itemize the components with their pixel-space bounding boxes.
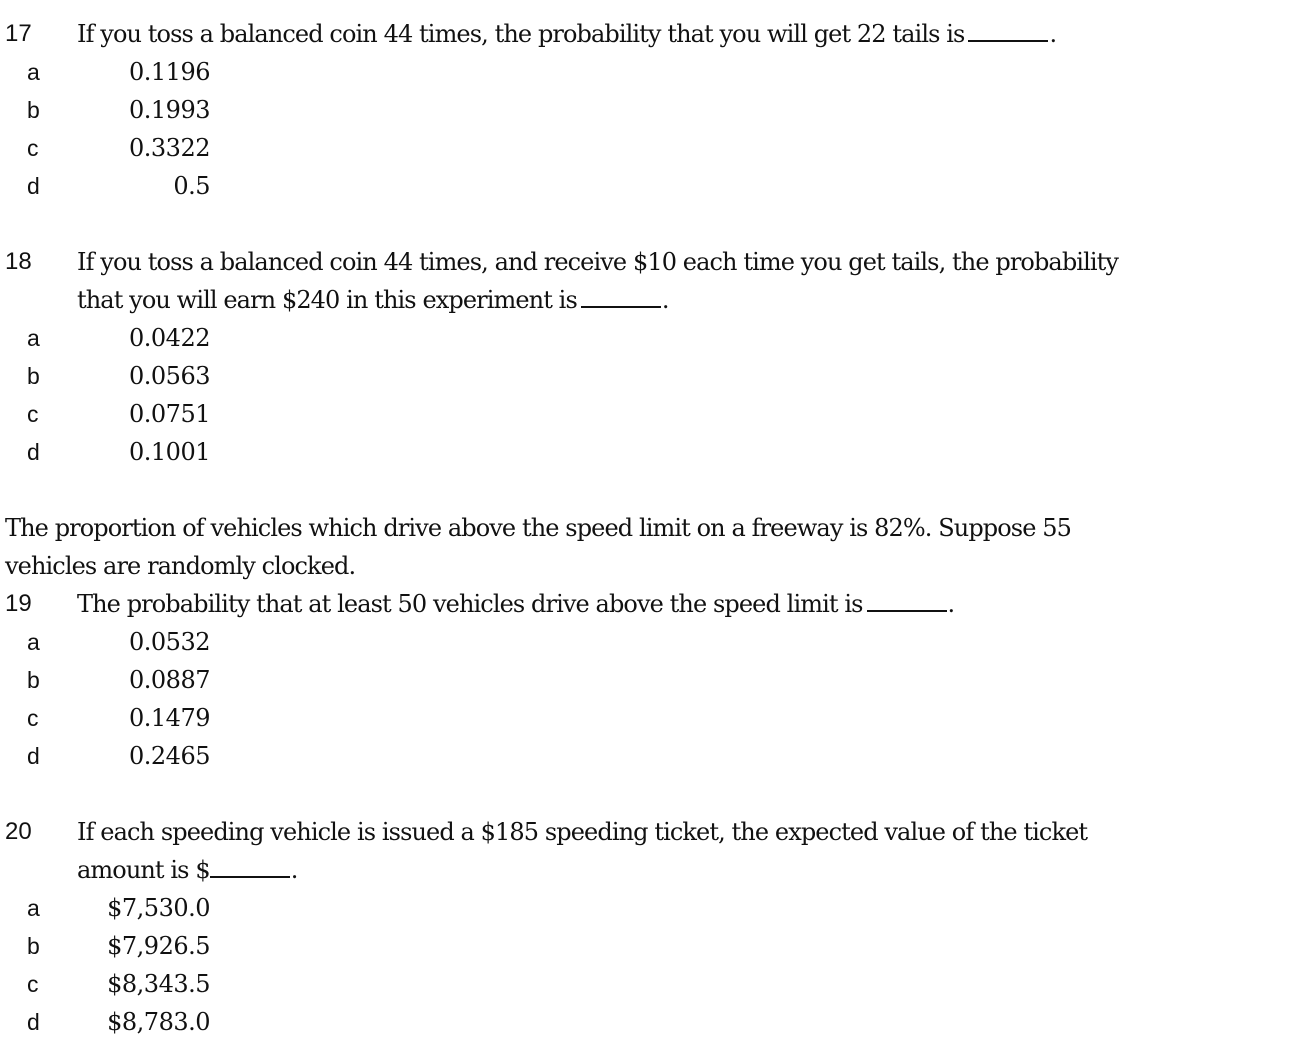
option-letter: c: [27, 135, 39, 161]
option-letter: c: [27, 971, 39, 997]
scenario-stem: [5, 509, 1255, 585]
answer-blank: [581, 284, 661, 308]
question-20-number: 20: [5, 818, 32, 845]
question-17-line-1-text: If you toss a balanced coin 44 times, the probability that you will get 22 tails is: [77, 20, 965, 48]
option-letter: a: [27, 629, 40, 655]
question-17-number: 17: [5, 20, 32, 47]
answer-blank: [867, 588, 947, 612]
question-17-line-1: [77, 15, 1277, 53]
question-18-option-a: [0, 319, 260, 357]
answer-blank: [968, 18, 1048, 42]
option-letter: c: [27, 401, 39, 427]
question-20-suffix: .: [290, 856, 298, 884]
option-value: 0.5: [173, 172, 210, 200]
question-20-text: [77, 813, 1277, 889]
option-value: 0.1196: [129, 58, 210, 86]
option-value: 0.0751: [129, 400, 210, 428]
option-value: 0.0422: [129, 324, 210, 352]
option-value: 0.1479: [129, 704, 210, 732]
option-value: 0.3322: [129, 134, 210, 162]
option-letter: d: [27, 439, 40, 465]
scenario-stem-line-1: The proportion of vehicles which drive above the speed limit on a freeway is 82%. Suppose 55: [5, 514, 1071, 542]
option-value: 0.1001: [129, 438, 210, 466]
option-letter: d: [27, 1009, 40, 1035]
question-20-option-b: [0, 927, 260, 965]
option-letter: b: [27, 667, 40, 693]
question-19-text: [77, 585, 1277, 623]
option-value: $7,926.5: [107, 932, 210, 960]
question-19-number: 19: [5, 590, 32, 617]
question-19-line-1: [77, 585, 1277, 623]
answer-blank: [210, 854, 290, 878]
option-value: 0.0563: [129, 362, 210, 390]
option-letter: c: [27, 705, 39, 731]
question-19-option-a: [0, 623, 260, 661]
question-19-option-d: [0, 737, 260, 775]
question-17-option-b: [0, 91, 260, 129]
question-17-option-c: [0, 129, 260, 167]
question-20-option-a: [0, 889, 260, 927]
option-letter: a: [27, 895, 40, 921]
question-20-option-c: [0, 965, 260, 1003]
question-18-text: [77, 243, 1277, 319]
option-letter: b: [27, 933, 40, 959]
option-letter: a: [27, 59, 40, 85]
question-17-option-a: [0, 53, 260, 91]
option-value: 0.0532: [129, 628, 210, 656]
option-letter: d: [27, 743, 40, 769]
option-letter: b: [27, 363, 40, 389]
question-18-line-2-text: that you will earn $240 in this experiment is: [77, 286, 577, 314]
question-19-option-b: [0, 661, 260, 699]
option-value: $8,783.0: [107, 1008, 210, 1036]
option-value: 0.0887: [129, 666, 210, 694]
question-18-line-2: [77, 281, 1277, 319]
question-17-text: [77, 15, 1277, 53]
question-20-line-2-text: amount is $: [77, 856, 210, 884]
question-18-option-d: [0, 433, 260, 471]
question-20-option-d: [0, 1003, 260, 1041]
option-value: $7,530.0: [107, 894, 210, 922]
question-17-suffix: .: [1049, 20, 1057, 48]
question-19-suffix: .: [947, 590, 955, 618]
option-letter: d: [27, 173, 40, 199]
question-18-option-b: [0, 357, 260, 395]
option-value: 0.2465: [129, 742, 210, 770]
question-19-option-c: [0, 699, 260, 737]
scenario-stem-line-2: vehicles are randomly clocked.: [5, 552, 356, 580]
question-20-line-1: If each speeding vehicle is issued a $185 speeding ticket, the expected value of the ticket: [77, 818, 1088, 846]
question-20-line-2: [77, 851, 1277, 889]
question-18-line-1: If you toss a balanced coin 44 times, and receive $10 each time you get tails, the probability: [77, 248, 1119, 276]
option-letter: b: [27, 97, 40, 123]
question-18-number: 18: [5, 248, 32, 275]
option-value: 0.1993: [129, 96, 210, 124]
question-18-option-c: [0, 395, 260, 433]
option-value: $8,343.5: [107, 970, 210, 998]
option-letter: a: [27, 325, 40, 351]
question-19-line-1-text: The probability that at least 50 vehicles drive above the speed limit is: [77, 590, 863, 618]
question-18-suffix: .: [661, 286, 669, 314]
question-17-option-d: [0, 167, 260, 205]
